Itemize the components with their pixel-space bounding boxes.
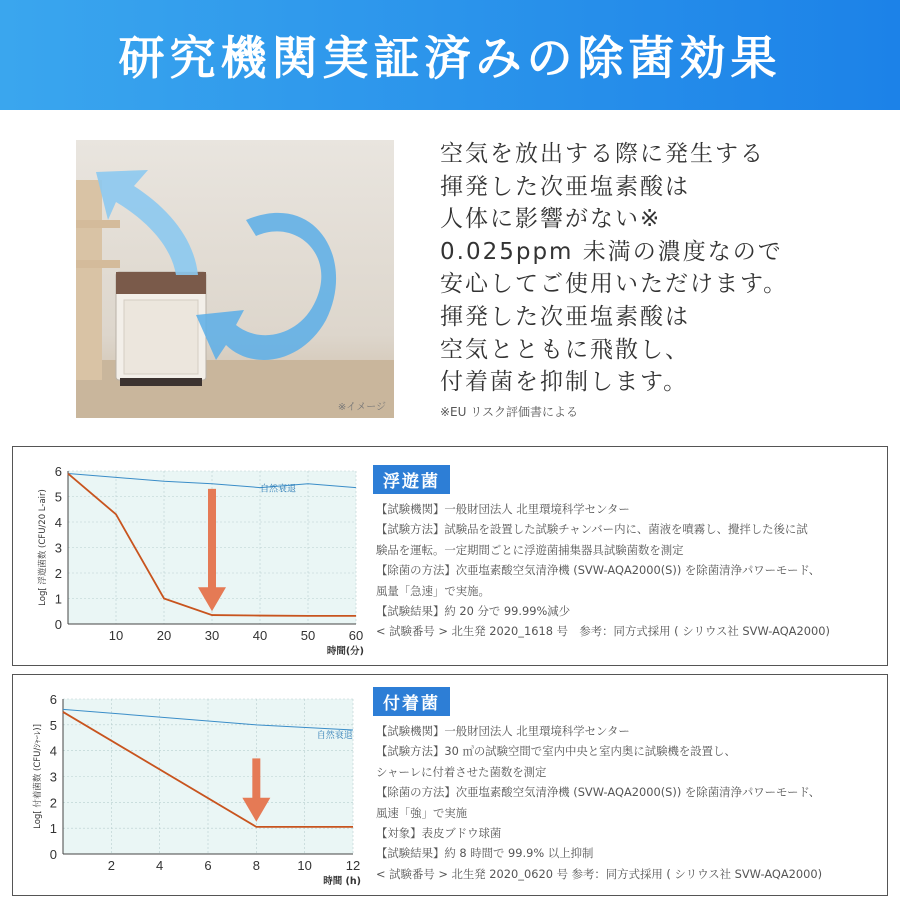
photo-illustration xyxy=(76,140,394,418)
intro-text xyxy=(440,138,880,420)
x-tick-label: 10 xyxy=(297,858,312,873)
banner-title: 研究機関実証済みの除菌効果 xyxy=(118,31,782,85)
air-purifier-photo xyxy=(76,140,394,418)
intro-line: 人体に影響がない※ xyxy=(440,206,662,233)
info-line: < 試験番号 > 北生発 2020_0620 号 参考：同方式採用 ( シリウス社 SVW-AQA2000) xyxy=(376,866,823,881)
info-line: 【試験結果】約 20 分で 99.99%減少 xyxy=(376,604,571,619)
airborne-bacteria-chart xyxy=(13,447,373,667)
purifier-top xyxy=(116,272,206,294)
reduction-arrow-shaft xyxy=(252,758,260,799)
info-line: 風速「強」で実施 xyxy=(376,805,468,820)
x-tick-label: 4 xyxy=(156,858,164,873)
intro-line: 空気とともに飛散し、 xyxy=(440,336,690,363)
info-line: 【対象】表皮ブドウ球菌 xyxy=(376,826,502,841)
adhered-test-info xyxy=(376,721,886,884)
bed-rail-lower xyxy=(76,260,120,268)
x-tick-label: 6 xyxy=(204,858,212,873)
info-line: 【試験方法】30 ㎥の試験空間で室内中央と室内奥に試験機を設置し、 xyxy=(376,744,736,759)
x-tick-label: 2 xyxy=(107,858,115,873)
x-tick-label: 10 xyxy=(108,628,124,643)
info-line: 【除菌の方法】次亜塩素酸空気清浄機 (SVW-AQA2000(S)) を除菌清浄パワーモード、 xyxy=(376,785,821,800)
natural-decay-label: 自然衰退 xyxy=(316,730,353,741)
adhered-bacteria-title: 付着菌 xyxy=(373,687,450,716)
airborne-bacteria-panel xyxy=(12,446,888,666)
intro-line: 揮発した次亜塩素酸は xyxy=(440,173,690,200)
x-tick-label: 20 xyxy=(156,628,172,643)
info-line: シャーレに付着させた菌数を測定 xyxy=(376,764,547,779)
y-tick-label: 2 xyxy=(54,566,62,581)
x-tick-label: 40 xyxy=(252,628,268,643)
info-line: 【除菌の方法】次亜塩素酸空気清浄機 (SVW-AQA2000(S)) を除菌清浄パワーモード、 xyxy=(376,563,821,578)
info-line: 【試験機関】一般財団法人 北里環境科学センター xyxy=(376,724,630,738)
y-tick-label: 4 xyxy=(54,515,62,530)
y-tick-label: 1 xyxy=(49,821,57,837)
airflow-circulation-arrow xyxy=(196,213,336,360)
intro-line: 0.025ppm 未満の濃度なので xyxy=(440,238,783,265)
info-line: 【試験方法】試験品を設置した試験チャンバー内に、菌液を噴霧し、攪拌した後に試 xyxy=(376,522,808,537)
info-line: 【試験機関】一般財団法人 北里環境科学センター xyxy=(376,502,630,516)
x-axis-title: 時間(分) xyxy=(326,646,364,657)
x-tick-label: 50 xyxy=(300,628,316,643)
info-line: 【試験結果】約 8 時間で 99.9% 以上抑制 xyxy=(376,846,594,861)
bed-rail xyxy=(76,220,120,228)
header-banner xyxy=(0,0,900,110)
adhered-bacteria-chart xyxy=(13,675,373,897)
y-tick-label: 0 xyxy=(54,617,62,632)
reduction-arrow-shaft xyxy=(208,489,216,589)
intro-line: 空気を放出する際に発生する xyxy=(440,141,765,167)
y-tick-label: 5 xyxy=(54,489,62,505)
purifier-panel xyxy=(124,300,198,374)
purifier-base xyxy=(120,378,202,386)
y-tick-label: 6 xyxy=(54,464,62,479)
y-tick-label: 2 xyxy=(49,795,57,811)
y-tick-label: 0 xyxy=(49,847,57,862)
photo-caption: ※イメージ xyxy=(337,402,386,413)
adhered-bacteria-panel xyxy=(12,674,888,896)
x-axis-title: 時間 (h) xyxy=(323,876,361,887)
y-tick-label: 5 xyxy=(49,717,57,733)
airborne-bacteria-title: 浮遊菌 xyxy=(373,465,450,494)
info-line: < 試験番号 > 北生発 2020_1618 号 参考：同方式採用 ( シリウス社 SVW-AQA2000) xyxy=(376,624,830,639)
y-axis-title: Log[ 浮遊菌数 (CFU/20 L-air) xyxy=(38,489,48,606)
x-tick-label: 30 xyxy=(204,628,220,643)
natural-decay-label: 自然衰退 xyxy=(260,484,297,495)
x-tick-label: 60 xyxy=(348,628,364,643)
y-tick-label: 4 xyxy=(49,743,57,759)
y-tick-label: 6 xyxy=(49,692,57,707)
airborne-test-info xyxy=(376,499,886,642)
y-tick-label: 1 xyxy=(54,591,62,607)
y-tick-label: 3 xyxy=(54,540,62,556)
intro-line: 付着菌を抑制します。 xyxy=(440,369,689,396)
x-tick-label: 12 xyxy=(345,858,361,873)
info-line: 験品を運転。一定期間ごとに浮遊菌捕集器具試験菌数を測定 xyxy=(376,542,684,557)
intro-footnote: ※EU リスク評価書による xyxy=(440,404,578,419)
intro-line: 揮発した次亜塩素酸は xyxy=(440,303,690,330)
bed-post xyxy=(76,180,102,380)
y-axis-title: Log[ 付着菌数 (CFU/ｼｬｰﾚ)] xyxy=(33,724,43,829)
x-tick-label: 8 xyxy=(252,858,260,873)
info-line: 風量「急速」で実施。 xyxy=(376,583,490,598)
intro-line: 安心してご使用いただけます。 xyxy=(440,271,789,298)
y-tick-label: 3 xyxy=(49,769,57,785)
